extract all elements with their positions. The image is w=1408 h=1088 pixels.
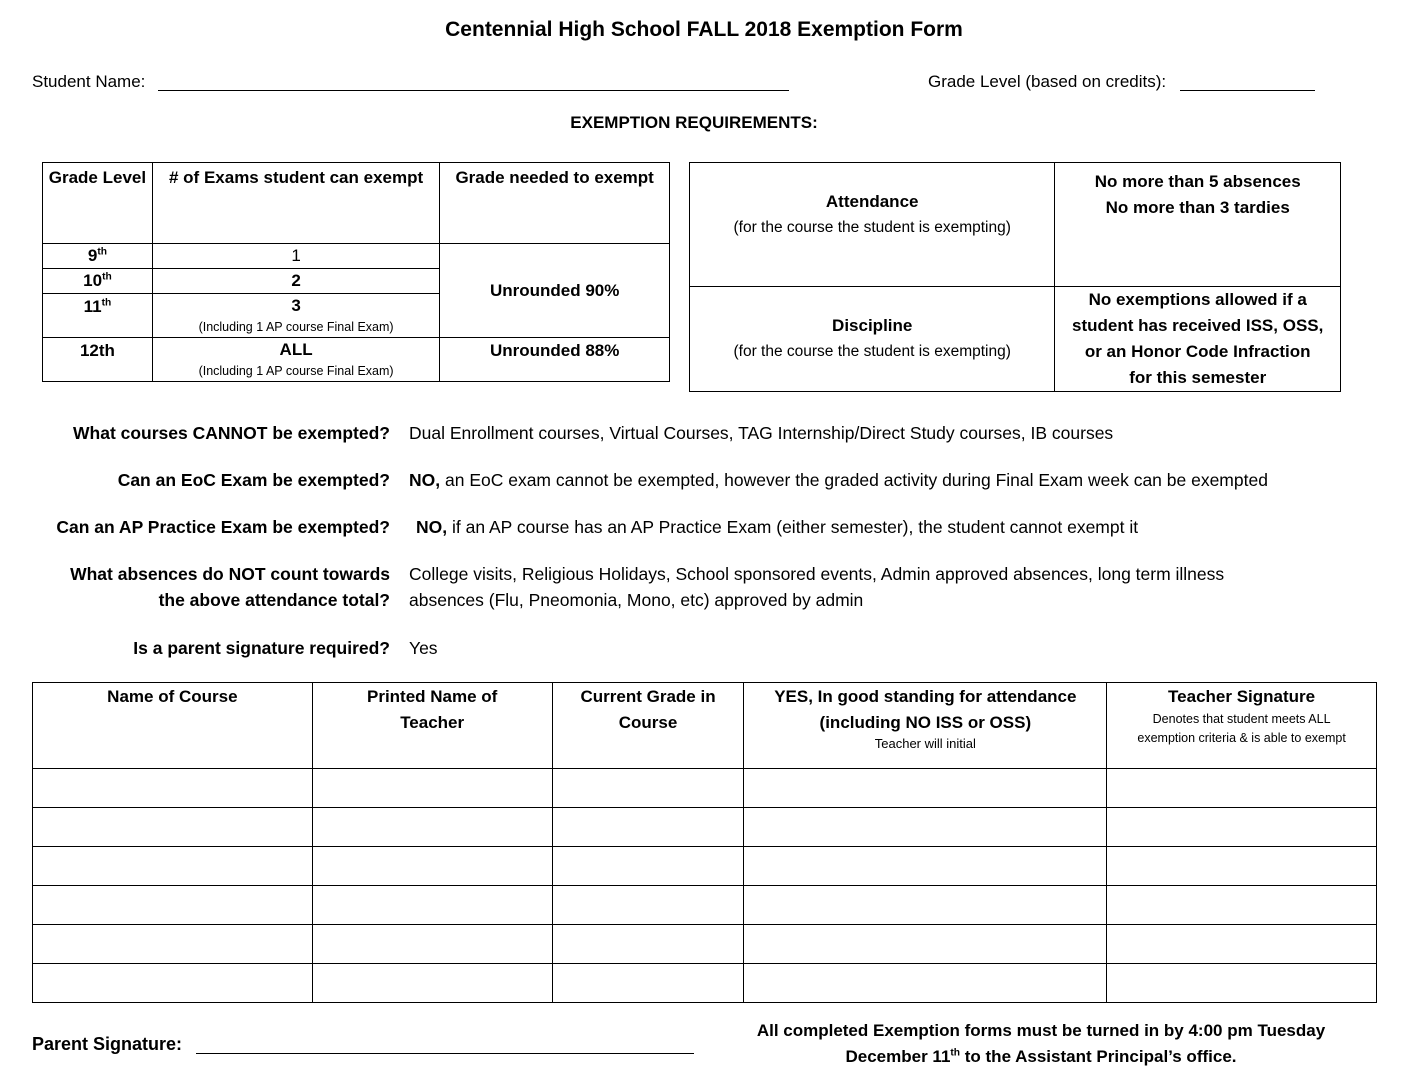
- teacher-name-cell[interactable]: [312, 886, 552, 925]
- teacher-name-cell[interactable]: [312, 925, 552, 964]
- standing-initial-cell[interactable]: [744, 925, 1107, 964]
- teacher-name-cell[interactable]: [312, 964, 552, 1003]
- teacher-name-cell[interactable]: [312, 808, 552, 847]
- standing-initial-cell[interactable]: [744, 964, 1107, 1003]
- grade-needed-9-11: Unrounded 90%: [440, 244, 670, 338]
- attendance-label-cell: Attendance (for the course the student is exempting): [690, 163, 1055, 287]
- grade-requirements-table: [42, 162, 670, 382]
- teacher-name-cell[interactable]: [312, 847, 552, 886]
- grade-9-cell: 9th: [43, 244, 153, 269]
- student-name-label: Student Name:: [32, 72, 146, 91]
- teacher-signature-cell[interactable]: [1107, 808, 1377, 847]
- current-grade-cell[interactable]: [552, 769, 744, 808]
- grade-11-exams: 3 (Including 1 AP course Final Exam): [152, 294, 439, 338]
- attendance-discipline-table: [689, 162, 1341, 392]
- course-row: [33, 847, 1377, 886]
- faq-answer-eoc: NO, an EoC exam cannot be exempted, however the graded activity during Final Exam week can be exempted: [409, 470, 1268, 490]
- current-grade-cell[interactable]: [552, 886, 744, 925]
- student-name-field[interactable]: [158, 90, 789, 91]
- faq-question-absences: What absences do NOT count towards the above attendance total?: [70, 564, 390, 610]
- course-row: [33, 964, 1377, 1003]
- course-row: [33, 808, 1377, 847]
- course-name-cell[interactable]: [33, 769, 313, 808]
- grade-10-exams: 2: [152, 269, 439, 294]
- faq-answer-ap-practice: NO, if an AP course has an AP Practice Exam (either semester), the student cannot exempt it: [416, 517, 1139, 537]
- standing-initial-cell[interactable]: [744, 769, 1107, 808]
- course-row: [33, 769, 1377, 808]
- course-name-cell[interactable]: [33, 964, 313, 1003]
- standing-initial-cell[interactable]: [744, 886, 1107, 925]
- course-name-cell[interactable]: [33, 808, 313, 847]
- faq-answer-absences: College visits, Religious Holidays, School sponsored events, Admin approved absences, long term illness absences (Flu, Pneomonia, Mono, etc) approved by admin: [409, 564, 1225, 610]
- teacher-signature-cell[interactable]: [1107, 925, 1377, 964]
- course-name-cell[interactable]: [33, 925, 313, 964]
- attendance-rule-cell: No more than 5 absences No more than 3 tardies: [1055, 163, 1341, 287]
- header-name-of-course: Name of Course: [33, 683, 313, 769]
- grade-level-field[interactable]: [1180, 90, 1315, 91]
- grade-11-cell: 11th: [43, 294, 153, 338]
- header-grade-needed: Grade needed to exempt: [440, 163, 670, 244]
- faq-question-courses-cannot: What courses CANNOT be exempted?: [73, 423, 390, 443]
- header-current-grade: Current Grade in Course: [552, 683, 744, 769]
- grade-9-exams: 1: [152, 244, 439, 269]
- faq-question-ap-practice: Can an AP Practice Exam be exempted?: [56, 517, 390, 537]
- grade-level-label: Grade Level (based on credits):: [928, 72, 1167, 91]
- current-grade-cell[interactable]: [552, 964, 744, 1003]
- faq-answer-parent-signature: Yes: [409, 638, 438, 658]
- faq-answer-courses-cannot: Dual Enrollment courses, Virtual Courses, TAG Internship/Direct Study courses, IB courses: [409, 423, 1114, 443]
- course-row: [33, 925, 1377, 964]
- current-grade-cell[interactable]: [552, 847, 744, 886]
- current-grade-cell[interactable]: [552, 808, 744, 847]
- header-grade-level: Grade Level: [43, 163, 153, 244]
- teacher-signature-cell[interactable]: [1107, 964, 1377, 1003]
- header-good-standing: YES, In good standing for attendance (including NO ISS or OSS) Teacher will initial: [744, 683, 1107, 769]
- grade-12-exams: ALL (Including 1 AP course Final Exam): [152, 338, 439, 382]
- course-row: [33, 886, 1377, 925]
- exemption-requirements-heading: EXEMPTION REQUIREMENTS:: [570, 113, 818, 132]
- standing-initial-cell[interactable]: [744, 847, 1107, 886]
- teacher-name-cell[interactable]: [312, 769, 552, 808]
- discipline-label-cell: Discipline (for the course the student is exempting): [690, 287, 1055, 392]
- course-name-cell[interactable]: [33, 847, 313, 886]
- teacher-signature-cell[interactable]: [1107, 769, 1377, 808]
- teacher-signature-cell[interactable]: [1107, 847, 1377, 886]
- faq-question-eoc: Can an EoC Exam be exempted?: [117, 470, 390, 490]
- discipline-rule-cell: No exemptions allowed if a student has received ISS, OSS, or an Honor Code Infraction for this semester: [1055, 287, 1341, 392]
- grade-10-cell: 10th: [43, 269, 153, 294]
- grade-12-cell: 12th: [43, 338, 153, 382]
- faq-question-parent-signature: Is a parent signature required?: [133, 638, 390, 658]
- parent-signature-label: Parent Signature:: [32, 1034, 183, 1054]
- header-printed-name-teacher: Printed Name of Teacher: [312, 683, 552, 769]
- standing-initial-cell[interactable]: [744, 808, 1107, 847]
- header-exams-exempt: # of Exams student can exempt: [152, 163, 439, 244]
- course-name-cell[interactable]: [33, 886, 313, 925]
- form-title: Centennial High School FALL 2018 Exemption Form: [445, 18, 963, 41]
- header-teacher-signature: Teacher Signature Denotes that student meets ALL exemption criteria & is able to exempt: [1107, 683, 1377, 769]
- teacher-signature-cell[interactable]: [1107, 886, 1377, 925]
- parent-signature-field[interactable]: [196, 1053, 694, 1054]
- submission-deadline-note: All completed Exemption forms must be turned in by 4:00 pm Tuesday December 11th to the Assistant Principal’s office.: [756, 1021, 1326, 1066]
- grade-needed-12: Unrounded 88%: [440, 338, 670, 382]
- current-grade-cell[interactable]: [552, 925, 744, 964]
- course-signoff-table: [32, 682, 1377, 1003]
